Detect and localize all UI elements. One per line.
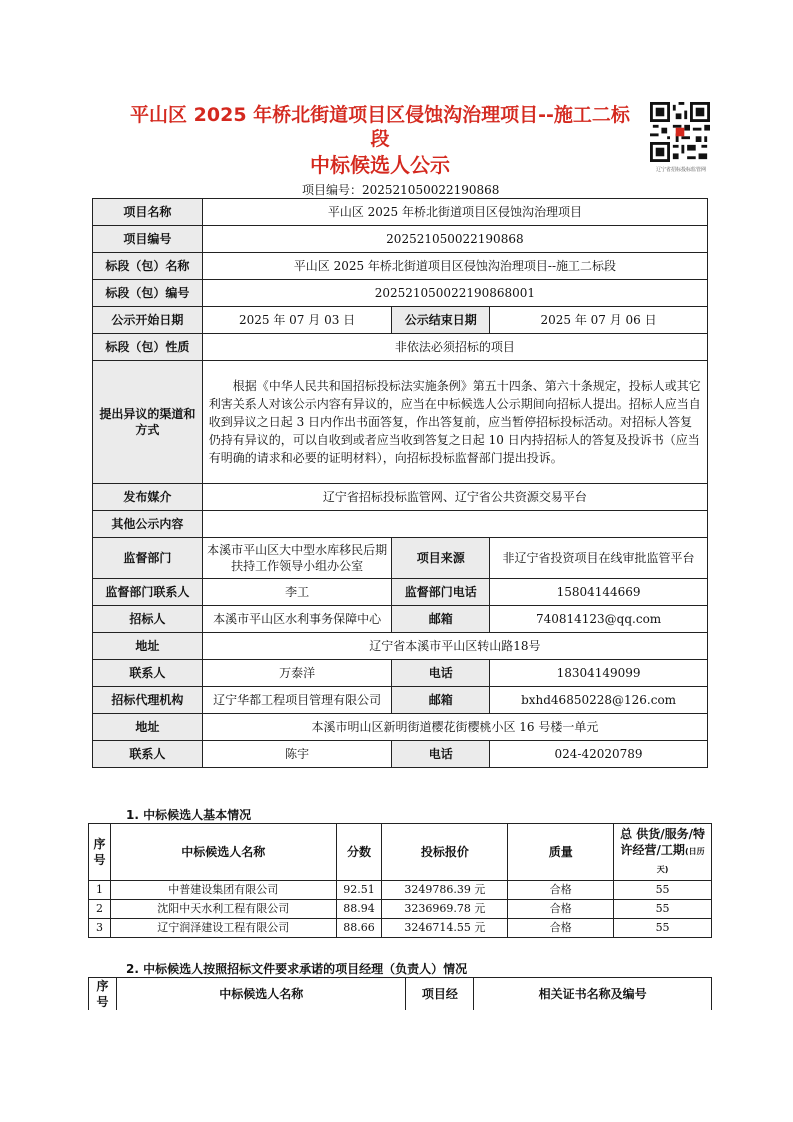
cand-name: 中普建设集团有限公司: [110, 881, 336, 900]
agency-contact-value: 陈宇: [202, 741, 392, 768]
cand-header-no: 序号: [89, 824, 111, 881]
sup-contact-value: 李工: [202, 579, 392, 606]
title-line-3: 中标候选人公示: [310, 153, 450, 177]
agency-address-value: 本溪市明山区新明街道樱花街樱桃小区 16 号楼一单元: [202, 714, 707, 741]
cand-score: 88.66: [336, 919, 382, 938]
project-number-line: 项目编号：202521050022190868: [302, 183, 500, 197]
media-value: 辽宁省招标投标监管网、辽宁省公共资源交易平台: [202, 484, 707, 511]
cand-period: 55: [614, 881, 712, 900]
cand-no: 3: [89, 919, 111, 938]
cand-name: 辽宁润泽建设工程有限公司: [110, 919, 336, 938]
qr-caption: 辽宁省招标投标监管网: [655, 167, 706, 173]
start-date-label: 公示开始日期: [93, 307, 203, 334]
project-code-label: 项目编号: [93, 226, 203, 253]
cand-header-period-text: 总 供货/服务/特许经营/工期: [620, 827, 706, 857]
project-name-label: 项目名称: [93, 199, 203, 226]
title-line-2: 段: [370, 128, 390, 150]
cand-quality: 合格: [508, 900, 614, 919]
cand-score: 88.94: [336, 900, 382, 919]
tenderer-email-value: 740814123@qq.com: [490, 606, 708, 633]
cand-period: 55: [614, 919, 712, 938]
end-date-label: 公示结束日期: [392, 307, 490, 334]
agency-phone-label: 电话: [392, 741, 490, 768]
agency-label: 招标代理机构: [93, 687, 203, 714]
source-label: 项目来源: [392, 538, 490, 579]
tenderer-value: 本溪市平山区水利事务保障中心: [202, 606, 392, 633]
start-date-value: 2025 年 07 月 03 日: [202, 307, 392, 334]
cand-no: 2: [89, 900, 111, 919]
cand-quality: 合格: [508, 881, 614, 900]
cand-header-quality: 质量: [508, 824, 614, 881]
other-value: [202, 511, 707, 538]
agency-phone-value: 024-42020789: [490, 741, 708, 768]
project-name-value: 平山区 2025 年桥北街道项目区侵蚀沟治理项目: [202, 199, 707, 226]
table-row: [89, 900, 712, 919]
sup-contact-label: 监督部门联系人: [93, 579, 203, 606]
section-1-title: 1. 中标候选人基本情况: [126, 808, 252, 822]
sup-phone-label: 监督部门电话: [392, 579, 490, 606]
pm-header-name: 中标候选人名称: [116, 978, 406, 1011]
source-value: 非辽宁省投资项目在线审批监管平台: [490, 538, 708, 579]
table-row: [89, 919, 712, 938]
tenderer-address-value: 辽宁省本溪市平山区转山路18号: [202, 633, 707, 660]
tenderer-email-label: 邮箱: [392, 606, 490, 633]
other-label: 其他公示内容: [93, 511, 203, 538]
cand-price: 3249786.39 元: [382, 881, 508, 900]
supervisor-value: 本溪市平山区大中型水库移民后期扶持工作领导小组办公室: [202, 538, 392, 579]
tenderer-contact-value: 万泰洋: [202, 660, 392, 687]
section-code-label: 标段（包）编号: [93, 280, 203, 307]
objection-label: 提出异议的渠道和方式: [93, 361, 203, 484]
project-manager-table: [88, 977, 712, 1010]
agency-email-value: bxhd46850228@126.com: [490, 687, 708, 714]
pm-header-manager: 项目经: [406, 978, 474, 1011]
cand-header-score: 分数: [336, 824, 382, 881]
supervisor-label: 监督部门: [93, 538, 203, 579]
cand-score: 92.51: [336, 881, 382, 900]
title-line-1: 平山区 2025 年桥北街道项目区侵蚀沟治理项目--施工二标: [130, 104, 630, 126]
section-2-title: 2. 中标候选人按照招标文件要求承诺的项目经理（负责人）情况: [126, 962, 468, 976]
agency-contact-label: 联系人: [93, 741, 203, 768]
nature-value: 非依法必须招标的项目: [202, 334, 707, 361]
qr-code-icon: [650, 102, 710, 162]
agency-value: 辽宁华都工程项目管理有限公司: [202, 687, 392, 714]
media-label: 发布媒介: [93, 484, 203, 511]
cand-quality: 合格: [508, 919, 614, 938]
objection-text: 根据《中华人民共和国招标投标法实施条例》第五十四条、第六十条规定，投标人或其它利害关系人对该公示内容有异议的，应当在中标候选人公示期间向招标人提出。招标人应当自收到异议之日起 3 日内作出书面答复，作出答复前，应当暂停招标投标活动。对招标人答复仍持有异议的，可以自收到或者应当收到答复之日起 10 日内持招标人的答复及投诉书（应当有明确的请求和必要的证明材料），向招标投标监督部门提出投诉。: [202, 361, 707, 484]
pm-header-cert: 相关证书名称及编号: [474, 978, 712, 1011]
project-code-value: 202521050022190868: [202, 226, 707, 253]
candidates-table: [88, 823, 712, 938]
end-date-value: 2025 年 07 月 06 日: [490, 307, 708, 334]
agency-address-label: 地址: [93, 714, 203, 741]
tenderer-phone-label: 电话: [392, 660, 490, 687]
nature-label: 标段（包）性质: [93, 334, 203, 361]
notice-table: [92, 198, 708, 768]
sup-phone-value: 15804144669: [490, 579, 708, 606]
cand-no: 1: [89, 881, 111, 900]
cand-header-period: [614, 824, 712, 881]
section-code-value: 202521050022190868001: [202, 280, 707, 307]
tenderer-phone-value: 18304149099: [490, 660, 708, 687]
cand-price: 3236969.78 元: [382, 900, 508, 919]
cand-header-name: 中标候选人名称: [110, 824, 336, 881]
table-row: [89, 881, 712, 900]
cand-price: 3246714.55 元: [382, 919, 508, 938]
cand-header-period-unit: (日历天): [656, 847, 705, 874]
pm-header-no: 序号: [89, 978, 117, 1011]
tenderer-contact-label: 联系人: [93, 660, 203, 687]
section-name-value: 平山区 2025 年桥北街道项目区侵蚀沟治理项目--施工二标段: [202, 253, 707, 280]
section-name-label: 标段（包）名称: [93, 253, 203, 280]
tenderer-address-label: 地址: [93, 633, 203, 660]
cand-name: 沈阳中天水利工程有限公司: [110, 900, 336, 919]
cand-period: 55: [614, 900, 712, 919]
agency-email-label: 邮箱: [392, 687, 490, 714]
cand-header-price: 投标报价: [382, 824, 508, 881]
tenderer-label: 招标人: [93, 606, 203, 633]
